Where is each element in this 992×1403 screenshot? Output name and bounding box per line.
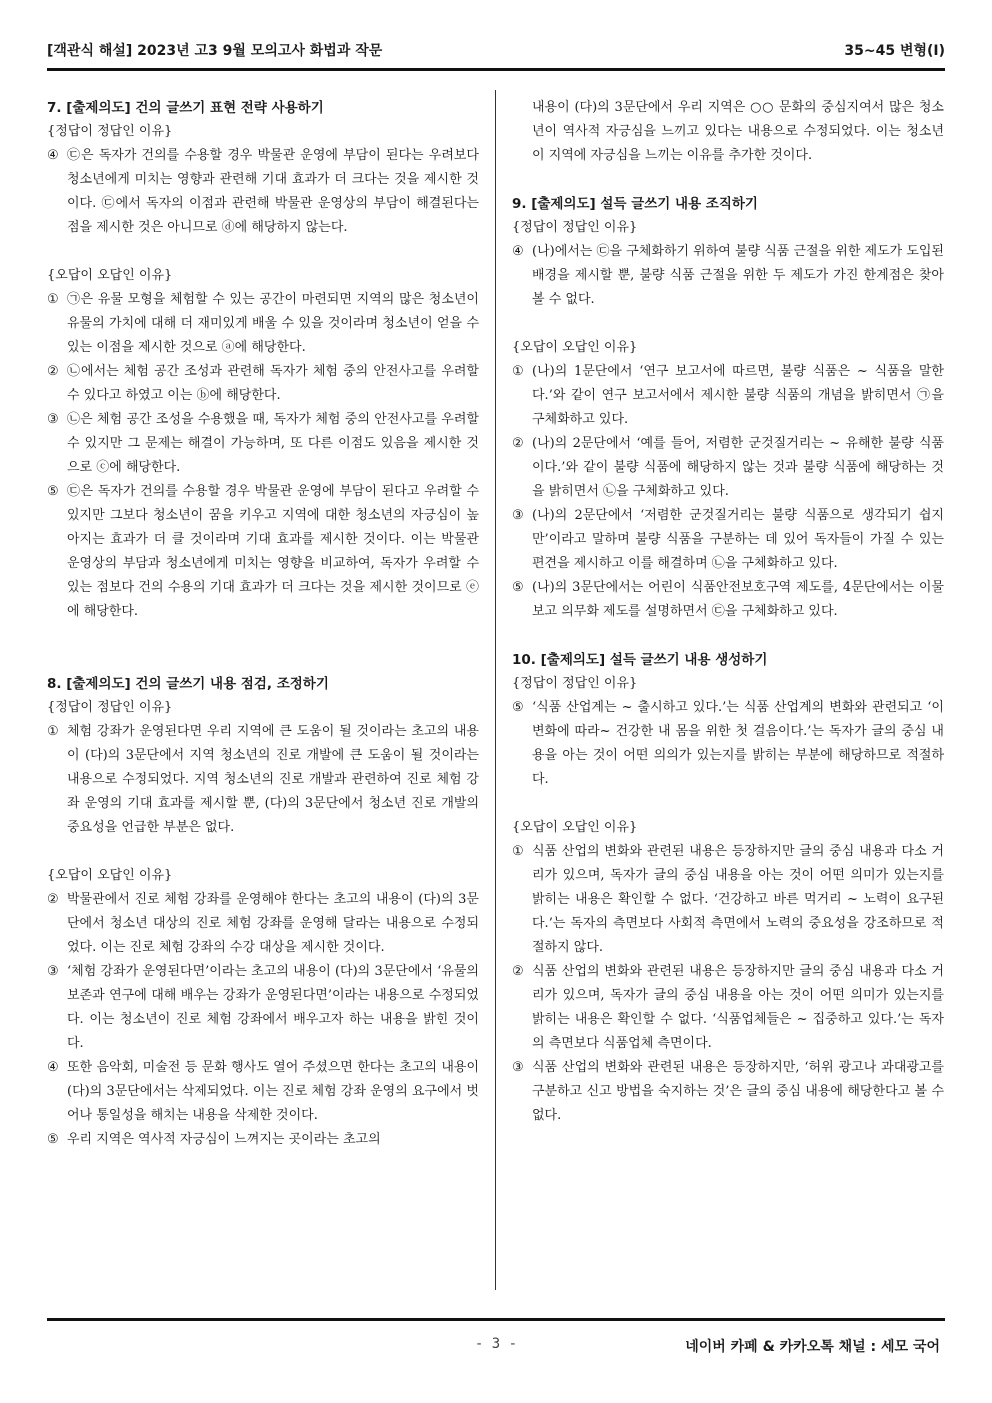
q10-wrong-item: [512, 960, 944, 1056]
item-number: ③: [512, 508, 524, 523]
item-number: ⑤: [512, 700, 524, 715]
q8-correct-heading: {정답이 정답인 이유}: [47, 700, 173, 715]
q10-wrong-item: [512, 840, 944, 960]
q8-title: 8. [출제의도] 건의 글쓰기 내용 점검, 조정하기: [47, 676, 329, 692]
q8-wrong-item: [47, 1056, 479, 1128]
item-number: ②: [47, 364, 59, 379]
item-text: 우리 지역은 역사적 자긍심이 느껴지는 곳이라는 초고의: [67, 1132, 381, 1147]
q9-wrong-item: [512, 360, 944, 432]
q10-wrong-heading: {오답이 오답인 이유}: [512, 820, 638, 835]
item-number: ④: [512, 244, 524, 259]
item-text: ㉢은 독자가 건의를 수용할 경우 박물관 운영에 부담이 된다고 우려할 수 있지만 그보다 청소년이 꿈을 키우고 지역에 대한 청소년의 자긍심이 높아지는 효과가 더 클 것이라며 기대 효과를 제시한 것이다. 이는 박물관 운영상의 부담과 청소년에게 미치는 영향을 비교하여, 독자가 우려할 수 있는 점보다 건의 수용의 기대 효과가 더 크다는 것을 제시한 것이므로 ⓔ에 해당한다.: [67, 484, 479, 619]
item-text: (나)의 1문단에서 ‘연구 보고서에 따르면, 불량 식품은 ~ 식품을 말한다.’와 같이 연구 보고서에서 제시한 불량 식품의 개념을 밝히면서 ㉠을 구체화하고 있다.: [532, 364, 944, 427]
item-number: ⑤: [47, 1132, 59, 1147]
item-text: 식품 산업의 변화와 관련된 내용은 등장하지만 글의 중심 내용과 다소 거리가 있으며, 독자가 글의 중심 내용을 아는 것이 어떤 의미가 있는지를 밝히는 내용은 확인할 수 없다. ‘건강하고 바른 먹거리 ~ 노력이 요구된다.’는 독자의 측면보다 사회적 측면에서 노력의 중요성을 강조하므로 적절하지 않다.: [532, 844, 944, 955]
item-text: 내용이 (다)의 3문단에서 우리 지역은 ○○ 문화의 중심지여서 많은 청소년이 역사적 자긍심을 느끼고 있다는 내용으로 수정되었다. 이는 청소년이 지역에 자긍심을 느끼는 이유를 추가한 것이다.: [532, 100, 944, 163]
item-number: ④: [47, 1060, 59, 1075]
q7-correct-item: [47, 144, 479, 240]
q8-wrong-heading: {오답이 오답인 이유}: [47, 868, 173, 883]
q8-wrong-item: [47, 888, 479, 960]
q9-wrong-item: [512, 432, 944, 504]
item-text: ㉡은 체험 공간 조성을 수용했을 때, 독자가 체험 중의 안전사고를 우려할 수 있지만 그 문제는 해결이 가능하며, 또 다른 이점도 있음을 제시한 것으로 ⓒ에 해당한다.: [67, 412, 479, 475]
q8-wrong-item: [47, 1128, 479, 1152]
q7-wrong-item: [47, 360, 479, 408]
item-number: ③: [512, 1060, 524, 1075]
q7-wrong-item: [47, 480, 479, 624]
item-number: ①: [47, 292, 59, 307]
item-text: 식품 산업의 변화와 관련된 내용은 등장하지만 글의 중심 내용과 다소 거리가 있으며, 독자가 글의 중심 내용을 아는 것이 어떤 의미가 있는지를 밝히는 내용은 확인할 수 없다. ‘식품업체들은 ~ 집중하고 있다.’는 독자의 측면보다 식품업체 측면이다.: [532, 964, 944, 1051]
q7-title: 7. [출제의도] 건의 글쓰기 표현 전략 사용하기: [47, 100, 324, 116]
item-number: ③: [47, 412, 59, 427]
item-number: ④: [47, 148, 59, 163]
item-text: (나)의 2문단에서 ‘예를 들어, 저렴한 군것질거리는 ~ 유해한 불량 식품이다.’와 같이 불량 식품에 해당하지 않는 것과 불량 식품에 해당하는 것을 밝히면서 ㉡을 구체화하고 있다.: [532, 436, 944, 499]
q9-title: 9. [출제의도] 설득 글쓰기 내용 조직하기: [512, 196, 758, 212]
footer-brand: 네이버 카페 & 카카오톡 채널 : 세모 국어: [685, 1339, 940, 1355]
item-number: ②: [47, 892, 59, 907]
page-header: [47, 40, 945, 70]
item-text: ㉢은 독자가 건의를 수용할 경우 박물관 운영에 부담이 된다는 우려보다 청소년에게 미치는 영향과 관련해 기대 효과가 더 크다는 것을 제시한 것이다. ㉢에서 독자의 이점과 관련해 박물관 운영상의 부담이 해결된다는 점을 제시한 것은 아니므로 ⓓ에 해당하지 않는다.: [67, 148, 479, 235]
header-rule: [47, 68, 945, 71]
item-number: ①: [47, 724, 59, 739]
q7-wrong-item: [47, 408, 479, 480]
item-number: ①: [512, 844, 524, 859]
q7-correct-heading: {정답이 정답인 이유}: [47, 124, 173, 139]
header-exam-range: 35~45 변형(I): [844, 43, 945, 59]
item-number: ⑤: [512, 580, 524, 595]
q9-wrong-item: [512, 576, 944, 624]
q10-title: 10. [출제의도] 설득 글쓰기 내용 생성하기: [512, 652, 768, 668]
q7-wrong-heading: {오답이 오답인 이유}: [47, 268, 173, 283]
item-number: ②: [512, 964, 524, 979]
item-text: ㉠은 유물 모형을 체험할 수 있는 공간이 마련되면 지역의 많은 청소년이 유물의 가치에 대해 더 재미있게 배울 수 있을 것이라며 청소년이 얻을 수 있는 이점을 제시한 것으로 ⓐ에 해당한다.: [67, 292, 479, 355]
item-number: ⑤: [47, 484, 59, 499]
item-text: ‘체험 강좌가 운영된다면’이라는 초고의 내용이 (다)의 3문단에서 ‘유물의 보존과 연구에 대해 배우는 강좌가 운영된다면’이라는 내용으로 수정되었다. 이는 청소년이 진로 체험 강좌에서 배우고자 하는 내용을 밝힌 것이다.: [67, 964, 479, 1051]
item-text: (나)의 3문단에서는 어린이 식품안전보호구역 제도를, 4문단에서는 이물 보고 의무화 제도를 설명하면서 ㉢을 구체화하고 있다.: [532, 580, 944, 619]
q8-wrong-item: [47, 960, 479, 1056]
q9-wrong-item: [512, 504, 944, 576]
item-number: ③: [47, 964, 59, 979]
item-text: 박물관에서 진로 체험 강좌를 운영해야 한다는 초고의 내용이 (다)의 3문단에서 청소년 대상의 진로 체험 강좌를 운영해 달라는 내용으로 수정되었다. 이는 진로 체험 강좌의 수강 대상을 제시한 것이다.: [67, 892, 479, 955]
item-text: 식품 산업의 변화와 관련된 내용은 등장하지만, ‘허위 광고나 과대광고를 구분하고 신고 방법을 숙지하는 것’은 글의 중심 내용에 해당한다고 볼 수 없다.: [532, 1060, 944, 1123]
q7-wrong-item: [47, 288, 479, 360]
q8-continued-item: [512, 96, 944, 168]
footer-rule: [47, 1318, 945, 1321]
item-text: (나)에서는 ㉢을 구체화하기 위하여 불량 식품 근절을 위한 제도가 도입된 배경을 제시할 뿐, 불량 식품 근절을 위한 두 제도가 가진 한계점은 찾아볼 수 없다.: [532, 244, 944, 307]
column-divider: [495, 90, 496, 1290]
item-text: 체험 강좌가 운영된다면 우리 지역에 큰 도움이 될 것이라는 초고의 내용이 (다)의 3문단에서 지역 청소년의 진로 개발에 큰 도움이 될 것이라는 내용으로 수정되었다. 지역 청소년의 진로 개발과 관련하여 진로 체험 강좌 운영의 기대 효과를 제시할 뿐, (다)의 3문단에서 청소년 진로 개발의 중요성을 언급한 부분은 없다.: [67, 724, 479, 835]
q10-correct-heading: {정답이 정답인 이유}: [512, 676, 638, 691]
header-title: [객관식 해설] 2023년 고3 9월 모의고사 화법과 작문: [47, 43, 383, 59]
item-number: ①: [512, 364, 524, 379]
item-text: (나)의 2문단에서 ‘저렴한 군것질거리는 불량 식품으로 생각되기 쉽지만’이라고 말하며 불량 식품을 구분하는 데 있어 독자들이 가질 수 있는 편견을 제시하고 이를 해결하며 ㉡을 구체화하고 있다.: [532, 508, 944, 571]
q9-correct-item: [512, 240, 944, 312]
item-text: 또한 음악회, 미술전 등 문화 행사도 열어 주셨으면 한다는 초고의 내용이 (다)의 3문단에서는 삭제되었다. 이는 진로 체험 강좌 운영의 요구에서 벗어나 통일성을 해치는 내용을 삭제한 것이다.: [67, 1060, 479, 1123]
q8-correct-item: [47, 720, 479, 840]
item-number: ②: [512, 436, 524, 451]
item-text: ‘식품 산업계는 ~ 출시하고 있다.’는 식품 산업계의 변화와 관련되고 ‘이 변화에 따라~ 건강한 내 몸을 위한 첫 걸음이다.’는 독자가 글의 중심 내용을 아는 것이 어떤 의의가 있는지를 밝히는 부분에 해당하므로 적절하다.: [532, 700, 944, 787]
page-number: - 3 -: [474, 1336, 518, 1352]
left-column: [47, 96, 479, 1152]
right-column: [512, 96, 944, 1128]
item-text: ㉡에서는 체험 공간 조성과 관련해 독자가 체험 중의 안전사고를 우려할 수 있다고 하였고 이는 ⓑ에 해당한다.: [67, 364, 479, 403]
q10-correct-item: [512, 696, 944, 792]
q9-wrong-heading: {오답이 오답인 이유}: [512, 340, 638, 355]
q10-wrong-item: [512, 1056, 944, 1128]
q9-correct-heading: {정답이 정답인 이유}: [512, 220, 638, 235]
